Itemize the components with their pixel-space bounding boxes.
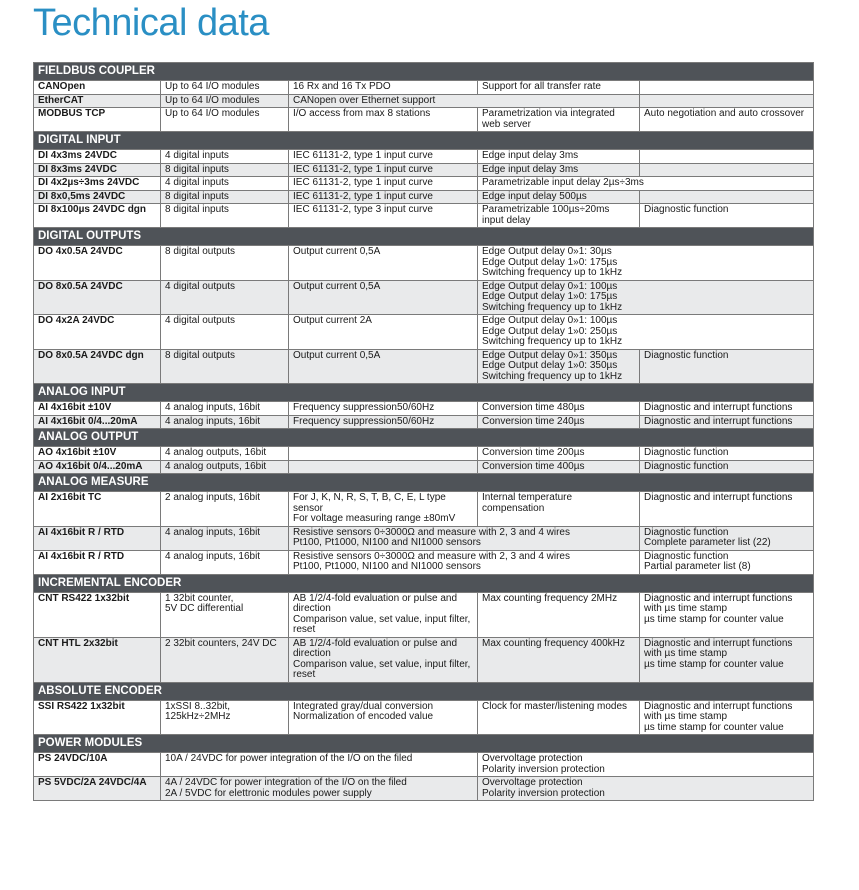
section-header: [34, 574, 814, 592]
extra-cell: Diagnostic and interrupt functions: [640, 402, 814, 416]
channels-cell: 1xSSI 8..32bit, 125kHz÷2MHz: [161, 700, 289, 735]
table-row: [34, 402, 814, 416]
feature-cell: Max counting frequency 400kHz: [478, 637, 640, 682]
module-name-cell: AI 4x16bit R / RTD: [34, 550, 161, 574]
channels-cell: 4 digital inputs: [161, 177, 289, 191]
extra-cell: Diagnostic function: [640, 460, 814, 474]
section-header: [34, 63, 814, 81]
section-heading: FIELDBUS COUPLER: [34, 63, 814, 81]
extra-cell: [640, 150, 814, 164]
feature-cell: Clock for master/listening modes: [478, 700, 640, 735]
specification-cell: Frequency suppression50/60Hz: [289, 402, 478, 416]
module-name-cell: AI 4x16bit 0/4...20mA: [34, 415, 161, 429]
feature-cell: Edge Output delay 0»1: 100µs Edge Output delay 1»0: 250µs Switching frequency up to 1kHz: [478, 315, 814, 350]
channels-cell: Up to 64 I/O modules: [161, 108, 289, 132]
table-row: [34, 204, 814, 228]
channels-cell: 4 analog inputs, 16bit: [161, 526, 289, 550]
channels-cell: 4 analog outputs, 16bit: [161, 447, 289, 461]
table-row: [34, 637, 814, 682]
feature-cell: Conversion time 480µs: [478, 402, 640, 416]
section-heading: ABSOLUTE ENCODER: [34, 682, 814, 700]
module-name-cell: DI 8x3ms 24VDC: [34, 163, 161, 177]
specification-cell: IEC 61131-2, type 1 input curve: [289, 163, 478, 177]
feature-cell: Support for all transfer rate: [478, 81, 640, 95]
table-row: [34, 592, 814, 637]
section-heading: DIGITAL OUTPUTS: [34, 228, 814, 246]
specification-cell: AB 1/2/4-fold evaluation or pulse and direction Comparison value, set value, input filter, reset: [289, 637, 478, 682]
specification-cell: [289, 460, 478, 474]
channels-cell: 8 digital inputs: [161, 163, 289, 177]
section-heading: ANALOG MEASURE: [34, 474, 814, 492]
table-row: [34, 94, 814, 108]
table-row: [34, 315, 814, 350]
module-name-cell: DI 8x100µs 24VDC dgn: [34, 204, 161, 228]
channels-cell: 4 analog inputs, 16bit: [161, 550, 289, 574]
module-name-cell: MODBUS TCP: [34, 108, 161, 132]
extra-cell: [640, 94, 814, 108]
extra-cell: Diagnostic function: [640, 204, 814, 228]
feature-cell: Conversion time 240µs: [478, 415, 640, 429]
table-row: [34, 492, 814, 527]
section-header: [34, 132, 814, 150]
table-row: [34, 700, 814, 735]
table-row: [34, 280, 814, 315]
module-name-cell: AI 2x16bit TC: [34, 492, 161, 527]
feature-cell: Edge Output delay 0»1: 100µs Edge Output delay 1»0: 175µs Switching frequency up to 1kHz: [478, 280, 814, 315]
specification-cell: IEC 61131-2, type 1 input curve: [289, 150, 478, 164]
technical-data-table: [33, 62, 814, 801]
page-title: Technical data: [33, 2, 269, 44]
section-heading: ANALOG INPUT: [34, 384, 814, 402]
specification-cell: For J, K, N, R, S, T, B, C, E, L type sensor For voltage measuring range ±80mV: [289, 492, 478, 527]
extra-cell: [640, 190, 814, 204]
table-row: [34, 150, 814, 164]
table-row: [34, 246, 814, 281]
module-name-cell: SSI RS422 1x32bit: [34, 700, 161, 735]
feature-cell: Edge Output delay 0»1: 30µs Edge Output delay 1»0: 175µs Switching frequency up to 1kHz: [478, 246, 814, 281]
module-name-cell: AO 4x16bit ±10V: [34, 447, 161, 461]
extra-cell: [640, 81, 814, 95]
feature-cell: Edge input delay 500µs: [478, 190, 640, 204]
channels-cell: 4 analog inputs, 16bit: [161, 402, 289, 416]
module-name-cell: AI 4x16bit ±10V: [34, 402, 161, 416]
table-row: [34, 108, 814, 132]
channels-cell: 2 analog inputs, 16bit: [161, 492, 289, 527]
extra-cell: Diagnostic and interrupt functions: [640, 492, 814, 527]
extra-cell: Diagnostic and interrupt functions with µs time stamp µs time stamp for counter value: [640, 700, 814, 735]
feature-cell: Parametrization via integrated web server: [478, 108, 640, 132]
module-name-cell: PS 24VDC/10A: [34, 753, 161, 777]
table-row: [34, 526, 814, 550]
feature-cell: Edge input delay 3ms: [478, 150, 640, 164]
module-name-cell: PS 5VDC/2A 24VDC/4A: [34, 777, 161, 801]
section-header: [34, 474, 814, 492]
section-header: [34, 384, 814, 402]
feature-cell: Internal temperature compensation: [478, 492, 640, 527]
extra-cell: Auto negotiation and auto crossover: [640, 108, 814, 132]
channels-cell: 4 digital inputs: [161, 150, 289, 164]
extra-cell: Diagnostic and interrupt functions: [640, 415, 814, 429]
channels-cell: Up to 64 I/O modules: [161, 94, 289, 108]
specification-cell: [289, 447, 478, 461]
channels-cell: 4 digital outputs: [161, 315, 289, 350]
section-heading: INCREMENTAL ENCODER: [34, 574, 814, 592]
section-header: [34, 735, 814, 753]
table-row: [34, 177, 814, 191]
extra-cell: Diagnostic and interrupt functions with µs time stamp µs time stamp for counter value: [640, 637, 814, 682]
specification-cell: 16 Rx and 16 Tx PDO: [289, 81, 478, 95]
module-name-cell: AI 4x16bit R / RTD: [34, 526, 161, 550]
channels-cell: Up to 64 I/O modules: [161, 81, 289, 95]
section-heading: ANALOG OUTPUT: [34, 429, 814, 447]
module-name-cell: DO 4x0.5A 24VDC: [34, 246, 161, 281]
channels-cell: 4 analog outputs, 16bit: [161, 460, 289, 474]
channels-cell: 4 analog inputs, 16bit: [161, 415, 289, 429]
channels-cell: 10A / 24VDC for power integration of the I/O on the filed: [161, 753, 478, 777]
feature-cell: Max counting frequency 2MHz: [478, 592, 640, 637]
module-name-cell: DO 8x0.5A 24VDC dgn: [34, 349, 161, 384]
feature-cell: Parametrizable input delay 2µs÷3ms: [478, 177, 814, 191]
table-row: [34, 349, 814, 384]
feature-cell: Edge input delay 3ms: [478, 163, 640, 177]
specification-cell: IEC 61131-2, type 1 input curve: [289, 177, 478, 191]
table-row: [34, 415, 814, 429]
section-header: [34, 228, 814, 246]
table-row: [34, 81, 814, 95]
extra-cell: Diagnostic function: [640, 349, 814, 384]
table-row: [34, 447, 814, 461]
table-row: [34, 190, 814, 204]
module-name-cell: DI 8x0,5ms 24VDC: [34, 190, 161, 204]
table-row: [34, 777, 814, 801]
specification-cell: Frequency suppression50/60Hz: [289, 415, 478, 429]
module-name-cell: CNT HTL 2x32bit: [34, 637, 161, 682]
channels-cell: 8 digital outputs: [161, 246, 289, 281]
extra-cell: [640, 163, 814, 177]
specification-cell: Output current 0,5A: [289, 246, 478, 281]
table-row: [34, 753, 814, 777]
module-name-cell: DO 8x0.5A 24VDC: [34, 280, 161, 315]
table-row: [34, 460, 814, 474]
channels-cell: 1 32bit counter, 5V DC differential: [161, 592, 289, 637]
specification-cell: IEC 61131-2, type 1 input curve: [289, 190, 478, 204]
feature-cell: Conversion time 400µs: [478, 460, 640, 474]
channels-cell: 8 digital outputs: [161, 349, 289, 384]
feature-cell: Parametrizable 100µs÷20ms input delay: [478, 204, 640, 228]
specification-cell: Resistive sensors 0÷3000Ω and measure with 2, 3 and 4 wires Pt100, Pt1000, NI100 and NI1000 sensors: [289, 526, 640, 550]
channels-cell: 2 32bit counters, 24V DC: [161, 637, 289, 682]
channels-cell: 4 digital outputs: [161, 280, 289, 315]
section-heading: POWER MODULES: [34, 735, 814, 753]
section-header: [34, 682, 814, 700]
module-name-cell: DI 4x2µs÷3ms 24VDC: [34, 177, 161, 191]
specification-cell: CANopen over Ethernet support: [289, 94, 640, 108]
feature-cell: Overvoltage protection Polarity inversion protection: [478, 753, 814, 777]
extra-cell: Diagnostic function: [640, 447, 814, 461]
specification-cell: AB 1/2/4-fold evaluation or pulse and direction Comparison value, set value, input filter, reset: [289, 592, 478, 637]
channels-cell: 8 digital inputs: [161, 204, 289, 228]
specification-cell: IEC 61131-2, type 3 input curve: [289, 204, 478, 228]
section-header: [34, 429, 814, 447]
module-name-cell: CNT RS422 1x32bit: [34, 592, 161, 637]
specification-cell: Output current 0,5A: [289, 349, 478, 384]
table-row: [34, 550, 814, 574]
module-name-cell: EtherCAT: [34, 94, 161, 108]
module-name-cell: DI 4x3ms 24VDC: [34, 150, 161, 164]
extra-cell: Diagnostic and interrupt functions with µs time stamp µs time stamp for counter value: [640, 592, 814, 637]
channels-cell: 4A / 24VDC for power integration of the I/O on the filed 2A / 5VDC for elettronic modules power supply: [161, 777, 478, 801]
extra-cell: Diagnostic function Complete parameter list (22): [640, 526, 814, 550]
specification-cell: Resistive sensors 0÷3000Ω and measure with 2, 3 and 4 wires Pt100, Pt1000, NI100 and NI1000 sensors: [289, 550, 640, 574]
feature-cell: Overvoltage protection Polarity inversion protection: [478, 777, 814, 801]
specification-cell: Integrated gray/dual conversion Normalization of encoded value: [289, 700, 478, 735]
feature-cell: Edge Output delay 0»1: 350µs Edge Output delay 1»0: 350µs Switching frequency up to 1kHz: [478, 349, 640, 384]
section-heading: DIGITAL INPUT: [34, 132, 814, 150]
feature-cell: Conversion time 200µs: [478, 447, 640, 461]
extra-cell: Diagnostic function Partial parameter list (8): [640, 550, 814, 574]
module-name-cell: CANOpen: [34, 81, 161, 95]
module-name-cell: AO 4x16bit 0/4...20mA: [34, 460, 161, 474]
module-name-cell: DO 4x2A 24VDC: [34, 315, 161, 350]
channels-cell: 8 digital inputs: [161, 190, 289, 204]
specification-cell: I/O access from max 8 stations: [289, 108, 478, 132]
specification-cell: Output current 0,5A: [289, 280, 478, 315]
table-row: [34, 163, 814, 177]
specification-cell: Output current 2A: [289, 315, 478, 350]
